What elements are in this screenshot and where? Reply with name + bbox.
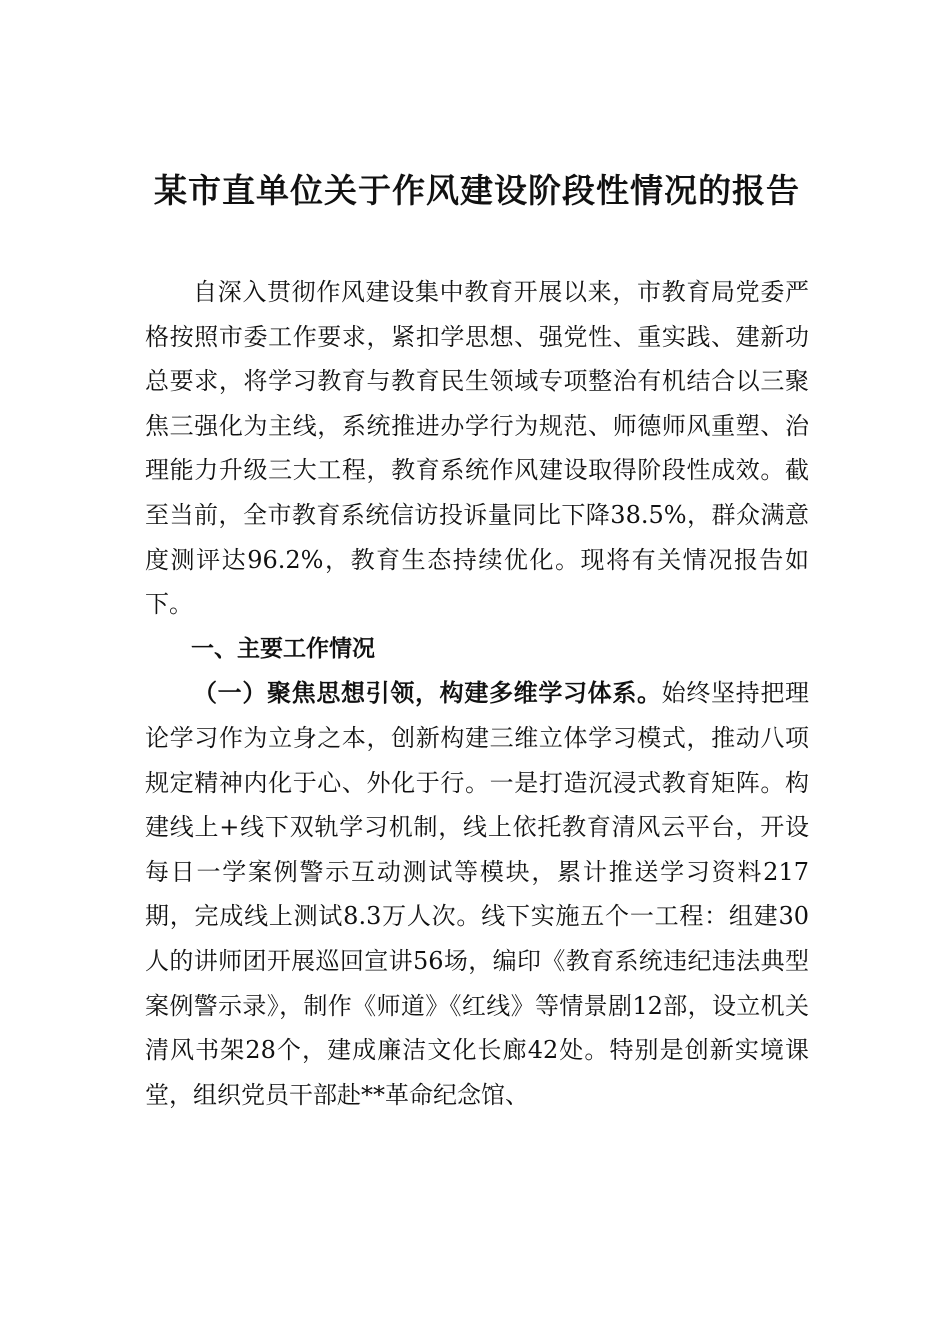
section-heading-main-work: 一、主要工作情况 xyxy=(191,635,375,662)
document-page xyxy=(145,160,809,1117)
subsection-paragraph-1 xyxy=(145,671,809,1117)
subsection-lead: （一）聚焦思想引领，构建多维学习体系。 xyxy=(193,678,662,708)
intro-paragraph: 自深入贯彻作风建设集中教育开展以来，市教育局党委严格按照市委工作要求，紧扣学思想、强党性、重实践、建新功总要求，将学习教育与教育民生领域专项整治有机结合以三聚焦三强化为主线，系统推进办学行为规范、师德师风重塑、治理能力升级三大工程，教育系统作风建设取得阶段性成效。截至当前，全市教育系统信访投诉量同比下降38.5%，群众满意度测评达96.2%，教育生态持续优化。现将有关情况报告如下。 xyxy=(145,278,809,619)
subsection-body: 始终坚持把理论学习作为立身之本，创新构建三维立体学习模式，推动八项规定精神内化于心、外化于行。一是打造沉浸式教育矩阵。构建线上+线下双轨学习机制，线上依托教育清风云平台，开设每日一学案例警示互动测试等模块，累计推送学习资料217期，完成线上测试8.3万人次。线下实施五个一工程：组建30人的讲师团开展巡回宣讲56场，编印《教育系统违纪违法典型案例警示录》，制作《师道》《红线》等情景剧12部，设立机关清风书架28个，建成廉洁文化长廊42处。特别是创新实境课堂，组织党员干部赴**革命纪念馆、 xyxy=(145,679,810,1109)
document-title: 某市直单位关于作风建设阶段性情况的报告 xyxy=(154,171,800,210)
